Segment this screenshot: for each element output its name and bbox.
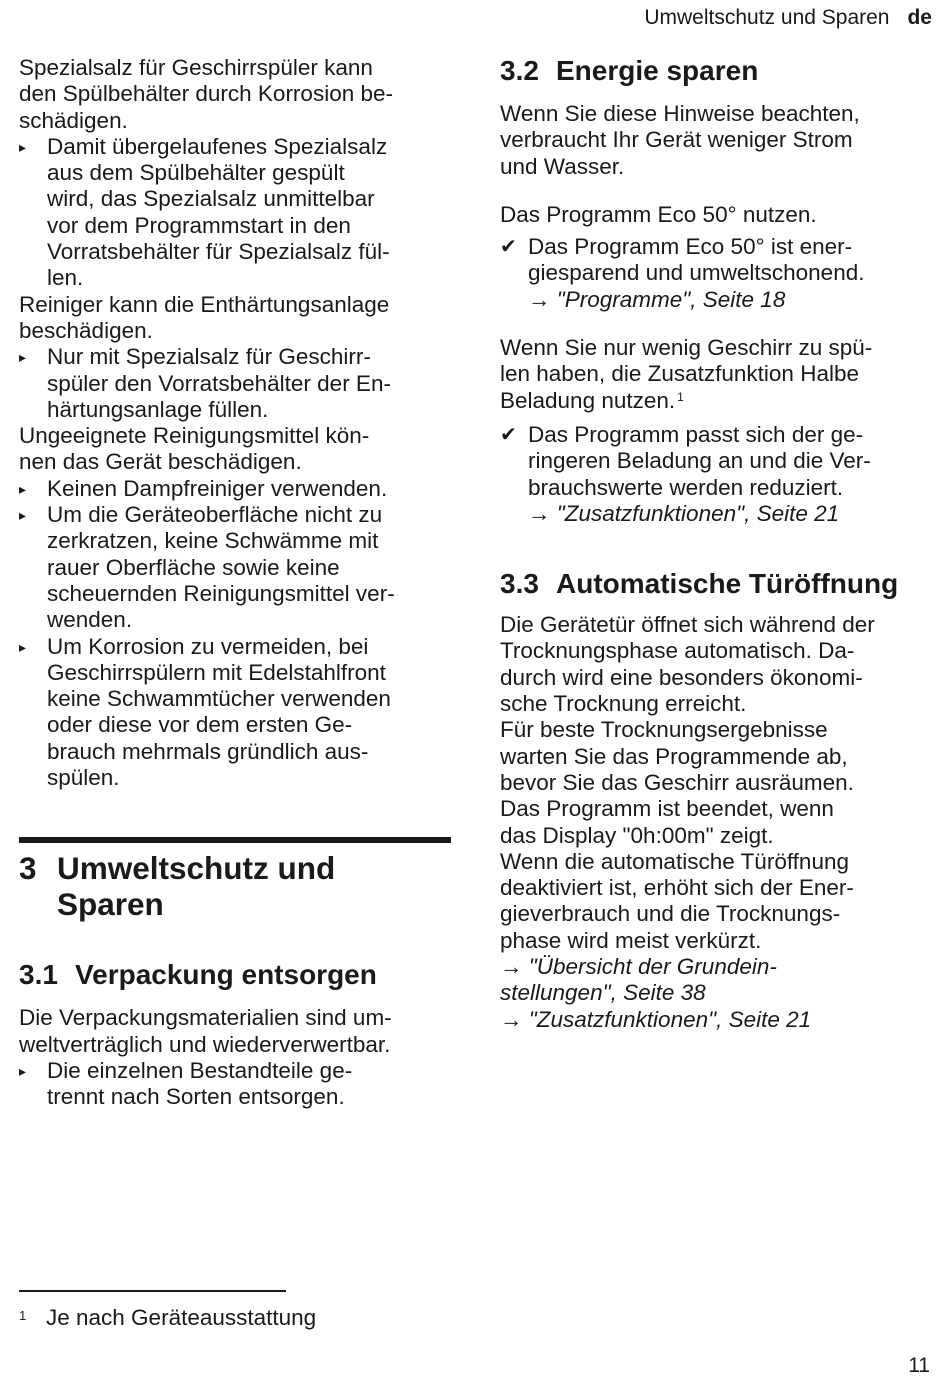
text-line: beschädigen.: [19, 317, 153, 343]
text-line: Das Programm passt sich der ge-: [528, 421, 864, 447]
footnote-marker: 1: [677, 389, 684, 404]
cross-reference: [500, 1007, 932, 1033]
text-line: Spezialsalz für Geschirrspüler kann: [19, 55, 373, 80]
text-line: schädigen.: [19, 107, 128, 133]
text-line: härtungsanlage füllen.: [47, 396, 269, 422]
left-column: [19, 55, 451, 1111]
cross-reference-text: "Zusatzfunktionen", Seite 21: [556, 500, 840, 526]
bullet-item: [19, 476, 451, 502]
cross-reference-text: "Übersicht der Grundein-: [528, 954, 777, 980]
text-line: Geschirrspülern mit Edelstahlfront: [47, 659, 386, 685]
section-title-line: Sparen: [57, 886, 164, 923]
text-line: den Spülbehälter durch Korrosion be-: [19, 81, 393, 107]
text-line: len haben, die Zusatzfunktion Halbe: [500, 361, 859, 387]
running-header: [644, 6, 932, 30]
footnote: [19, 1305, 316, 1331]
paragraph: [500, 101, 932, 180]
text-line: oder diese vor dem ersten Ge-: [47, 712, 353, 738]
paragraph: [19, 1005, 451, 1058]
subsection-number: 3.1: [19, 959, 58, 991]
header-language: de: [907, 6, 932, 29]
bullet-item: [19, 134, 451, 292]
subsection-number: 3.3: [500, 568, 539, 600]
text-line: Die Gerätetür öffnet sich während der: [500, 612, 875, 638]
footnote-text: Je nach Geräteausstattung: [46, 1305, 317, 1330]
subsection-title: Verpackung entsorgen: [75, 959, 377, 991]
subsection-number: 3.2: [500, 55, 539, 86]
text-line: keine Schwammtücher verwenden: [47, 686, 391, 712]
bullet-item: [19, 502, 451, 633]
text-line: len.: [47, 265, 84, 291]
arrow-right-icon: →: [500, 954, 529, 980]
text-line: Für beste Trocknungsergebnisse: [500, 717, 828, 743]
text-line: Um Korrosion zu vermeiden, bei: [47, 633, 369, 659]
text-line: bevor Sie das Geschirr ausräumen.: [500, 769, 854, 795]
text-line: wenden.: [47, 607, 133, 633]
text-line: Die einzelnen Bestandteile ge-: [47, 1057, 353, 1083]
text-line: rauer Oberfläche sowie keine: [47, 554, 340, 580]
text-line: brauch mehrmals gründlich aus-: [47, 738, 369, 764]
triangle-bullet-icon: ▸: [19, 480, 27, 497]
bullet-item: [19, 344, 451, 423]
cross-reference-text: "Programme", Seite 18: [556, 286, 786, 312]
paragraph: Das Programm Eco 50° nutzen.: [500, 201, 817, 227]
text-line: Ungeeignete Reinigungsmittel kön-: [19, 423, 370, 449]
subsection-heading: [500, 55, 932, 87]
footnote-rule: [19, 1290, 286, 1292]
text-line: Wenn die automatische Türöffnung: [500, 848, 849, 874]
text-line: verbraucht Ihr Gerät weniger Strom: [500, 127, 853, 153]
text-line: Vorratsbehälter für Spezialsalz fül-: [47, 239, 390, 265]
text-line: vor dem Programmstart in den: [47, 212, 351, 238]
footnote-number: 1: [19, 1308, 27, 1323]
text-line: Wenn Sie diese Hinweise beachten,: [500, 101, 860, 126]
cross-reference: [528, 287, 932, 313]
text-line: spülen.: [47, 765, 120, 791]
text-line: scheuernden Reinigungsmittel ver-: [47, 580, 395, 606]
text-line: phase wird meist verkürzt.: [500, 927, 762, 953]
section-heading: [19, 850, 451, 922]
text-line: brauchswerte werden reduziert.: [528, 474, 844, 500]
subsection-title: Automatische Türöffnung: [556, 568, 899, 600]
arrow-right-icon: →: [500, 1006, 529, 1032]
bullet-item: [19, 1058, 451, 1111]
text-line: Das Programm Eco 50° ist ener-: [528, 234, 853, 260]
text-line: trennt nach Sorten entsorgen.: [47, 1084, 345, 1110]
section-rule: [19, 837, 451, 843]
text-line: ringeren Beladung an und die Ver-: [528, 448, 871, 474]
triangle-bullet-icon: ▸: [19, 138, 27, 155]
text-line: Damit übergelaufenes Spezialsalz: [47, 133, 388, 159]
checklist-item: [500, 422, 932, 527]
text-line: spüler den Vorratsbehälter der En-: [47, 370, 391, 396]
text-line: Die Verpackungsmaterialien sind um-: [19, 1005, 392, 1031]
paragraph: [500, 612, 932, 954]
text-line: wird, das Spezialsalz unmittelbar: [47, 186, 375, 212]
paragraph: [19, 423, 451, 476]
text-line: Beladung nutzen.: [500, 387, 676, 413]
bullet-item: [19, 634, 451, 792]
triangle-bullet-icon: ▸: [19, 1062, 27, 1079]
text-line: giesparend und umweltschonend.: [528, 260, 865, 286]
cross-reference-text: "Zusatzfunktionen", Seite 21: [528, 1006, 812, 1032]
text-line: Reiniger kann die Enthärtungsanlage: [19, 291, 390, 317]
triangle-bullet-icon: ▸: [19, 638, 27, 655]
text-line: durch wird eine besonders ökonomi-: [500, 664, 863, 690]
paragraph: [500, 335, 932, 414]
text-line: Trocknungsphase automatisch. Da-: [500, 638, 855, 664]
text-line: sche Trocknung erreicht.: [500, 691, 747, 717]
checkmark-icon: ✔: [500, 423, 517, 446]
subsection-heading: [500, 568, 932, 600]
triangle-bullet-icon: ▸: [19, 507, 27, 524]
text-line: Nur mit Spezialsalz für Geschirr-: [47, 344, 371, 370]
section-number: 3: [19, 850, 37, 887]
triangle-bullet-icon: ▸: [19, 349, 27, 366]
text-line: Das Programm ist beendet, wenn: [500, 796, 834, 822]
checkmark-icon: ✔: [500, 236, 517, 259]
text-line: warten Sie das Programmende ab,: [500, 743, 848, 769]
paragraph: [19, 55, 451, 134]
text-line: und Wasser.: [500, 153, 625, 179]
right-column: [500, 55, 932, 1033]
section-title-line: Umweltschutz und: [57, 850, 336, 887]
subsection-title: Energie sparen: [556, 55, 759, 86]
cross-reference: [528, 501, 932, 527]
cross-reference-text: stellungen", Seite 38: [500, 980, 706, 1006]
header-section-title: Umweltschutz und Sparen: [644, 6, 890, 29]
text-line: Wenn Sie nur wenig Geschirr zu spü-: [500, 335, 873, 361]
text-line: zerkratzen, keine Schwämme mit: [47, 528, 379, 554]
cross-reference: [500, 954, 932, 1007]
text-line: weltverträglich und wiederverwertbar.: [19, 1031, 391, 1057]
checklist-item: [500, 234, 932, 313]
text-line: Um die Geräteoberfläche nicht zu: [47, 502, 383, 528]
arrow-right-icon: →: [528, 286, 557, 312]
paragraph: [19, 292, 451, 345]
text-line: das Display "0h:00m" zeigt.: [500, 822, 774, 848]
page-number: 11: [908, 1354, 930, 1377]
text-line: gieverbrauch und die Trocknungs-: [500, 901, 841, 927]
text-line: nen das Gerät beschädigen.: [19, 449, 302, 475]
text-line: deaktiviert ist, erhöht sich der Ener-: [500, 875, 854, 901]
text-line: Keinen Dampfreiniger verwenden.: [47, 475, 388, 501]
text-line: aus dem Spülbehälter gespült: [47, 160, 345, 186]
subsection-heading: [19, 959, 451, 991]
arrow-right-icon: →: [528, 500, 557, 526]
